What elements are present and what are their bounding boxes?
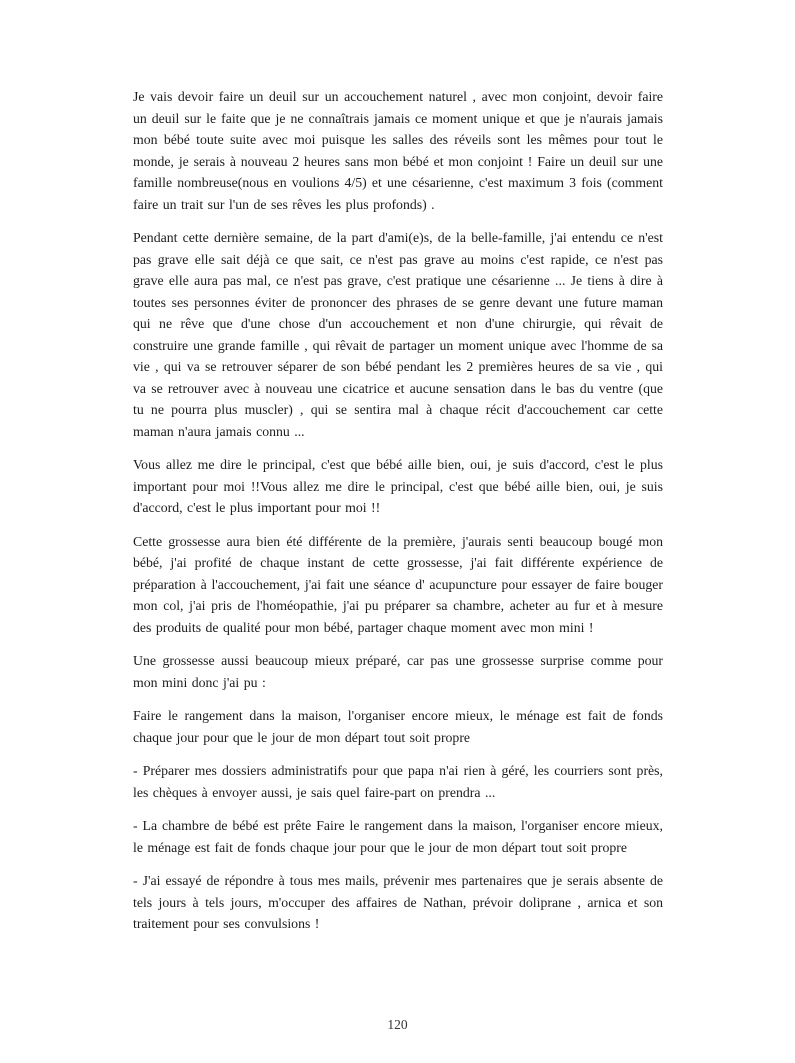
paragraph: - La chambre de bébé est prête Faire le rangement dans la maison, l'organiser encore mieux, le ménage est fait de fonds chaque jour pour que le jour de mon départ tout soit propre: [133, 818, 663, 855]
page-number: 120: [387, 1017, 408, 1032]
paragraph: Faire le rangement dans la maison, l'organiser encore mieux, le ménage est fait de fonds chaque jour pour que le jour de mon départ tout soit propre: [133, 708, 663, 745]
paragraph: Cette grossesse aura bien été différente de la première, j'aurais senti beaucoup bougé mon bébé, j'ai profité de chaque instant de cette grossesse, j'ai fait différente expérience de préparation à l'accouchement, j'ai fait une séance d' acupuncture pour essayer de faire bouger mon col, j'ai pris de l'homéopathie, j'ai pu préparer sa chambre, acheter au fur et à mesure des produits de qualité pour mon bébé, partager chaque moment avec mon mini !: [133, 533, 663, 635]
paragraph: - J'ai essayé de répondre à tous mes mails, prévenir mes partenaires que je serais absente de tels jours à tels jours, m'occuper des affaires de Nathan, prévoir doliprane , arnica et son traitement pour ses convulsions !: [133, 873, 663, 931]
paragraph: Pendant cette dernière semaine, de la part d'ami(e)s, de la belle-famille, j'ai entendu ce n'est pas grave elle sait déjà ce que sait, ce n'est pas grave au moins c'est rapide, ce n'est pas grave elle aura pas mal, ce n'est pas grave, c'est pratique une césarienne ... Je tiens à dire à toutes ses personnes éviter de prononcer des phrases de se genre devant une future maman qui ne rêve que d'une chose d'un accouchement et non d'une chirurgie, qui rêvait de construire une grande famille , qui rêvait de partager un moment unique avec l'homme de sa vie , qui va se retrouver séparer de son bébé pendant les 2 premières heures de sa vie , qui va se retrouver avec à nouveau une cicatrice et aucune sensation dans le bas du ventre (que tu ne pourra plus muscler) , qui se sentira mal à chaque récit d'accouchement car cette maman n'aura jamais connu ...: [133, 230, 663, 439]
page-content: [133, 86, 663, 935]
paragraph: Je vais devoir faire un deuil sur un accouchement naturel , avec mon conjoint, devoir faire un deuil sur le faite que je ne connaîtrais jamais ce moment unique et que je n'aurais jamais mon bébé toute suite avec moi puisque les salles des réveils sont les mêmes pour tout le monde, je serais à nouveau 2 heures sans mon bébé et mon conjoint ! Faire un deuil sur une famille nombreuse(nous en voulions 4/5) et une césarienne, c'est maximum 3 fois (comment faire un trait sur l'un de ses rêves les plus profonds) .: [133, 89, 663, 212]
paragraph: Une grossesse aussi beaucoup mieux préparé, car pas une grossesse surprise comme pour mon mini donc j'ai pu :: [133, 653, 663, 690]
paragraph: - Préparer mes dossiers administratifs pour que papa n'ai rien à géré, les courriers sont près, les chèques à envoyer aussi, je sais quel faire-part on prendra ...: [133, 763, 663, 800]
paragraph: Vous allez me dire le principal, c'est que bébé aille bien, oui, je suis d'accord, c'est le plus important pour moi !!Vous allez me dire le principal, c'est que bébé aille bien, oui, je suis d'accord, c'est le plus important pour moi !!: [133, 457, 663, 515]
